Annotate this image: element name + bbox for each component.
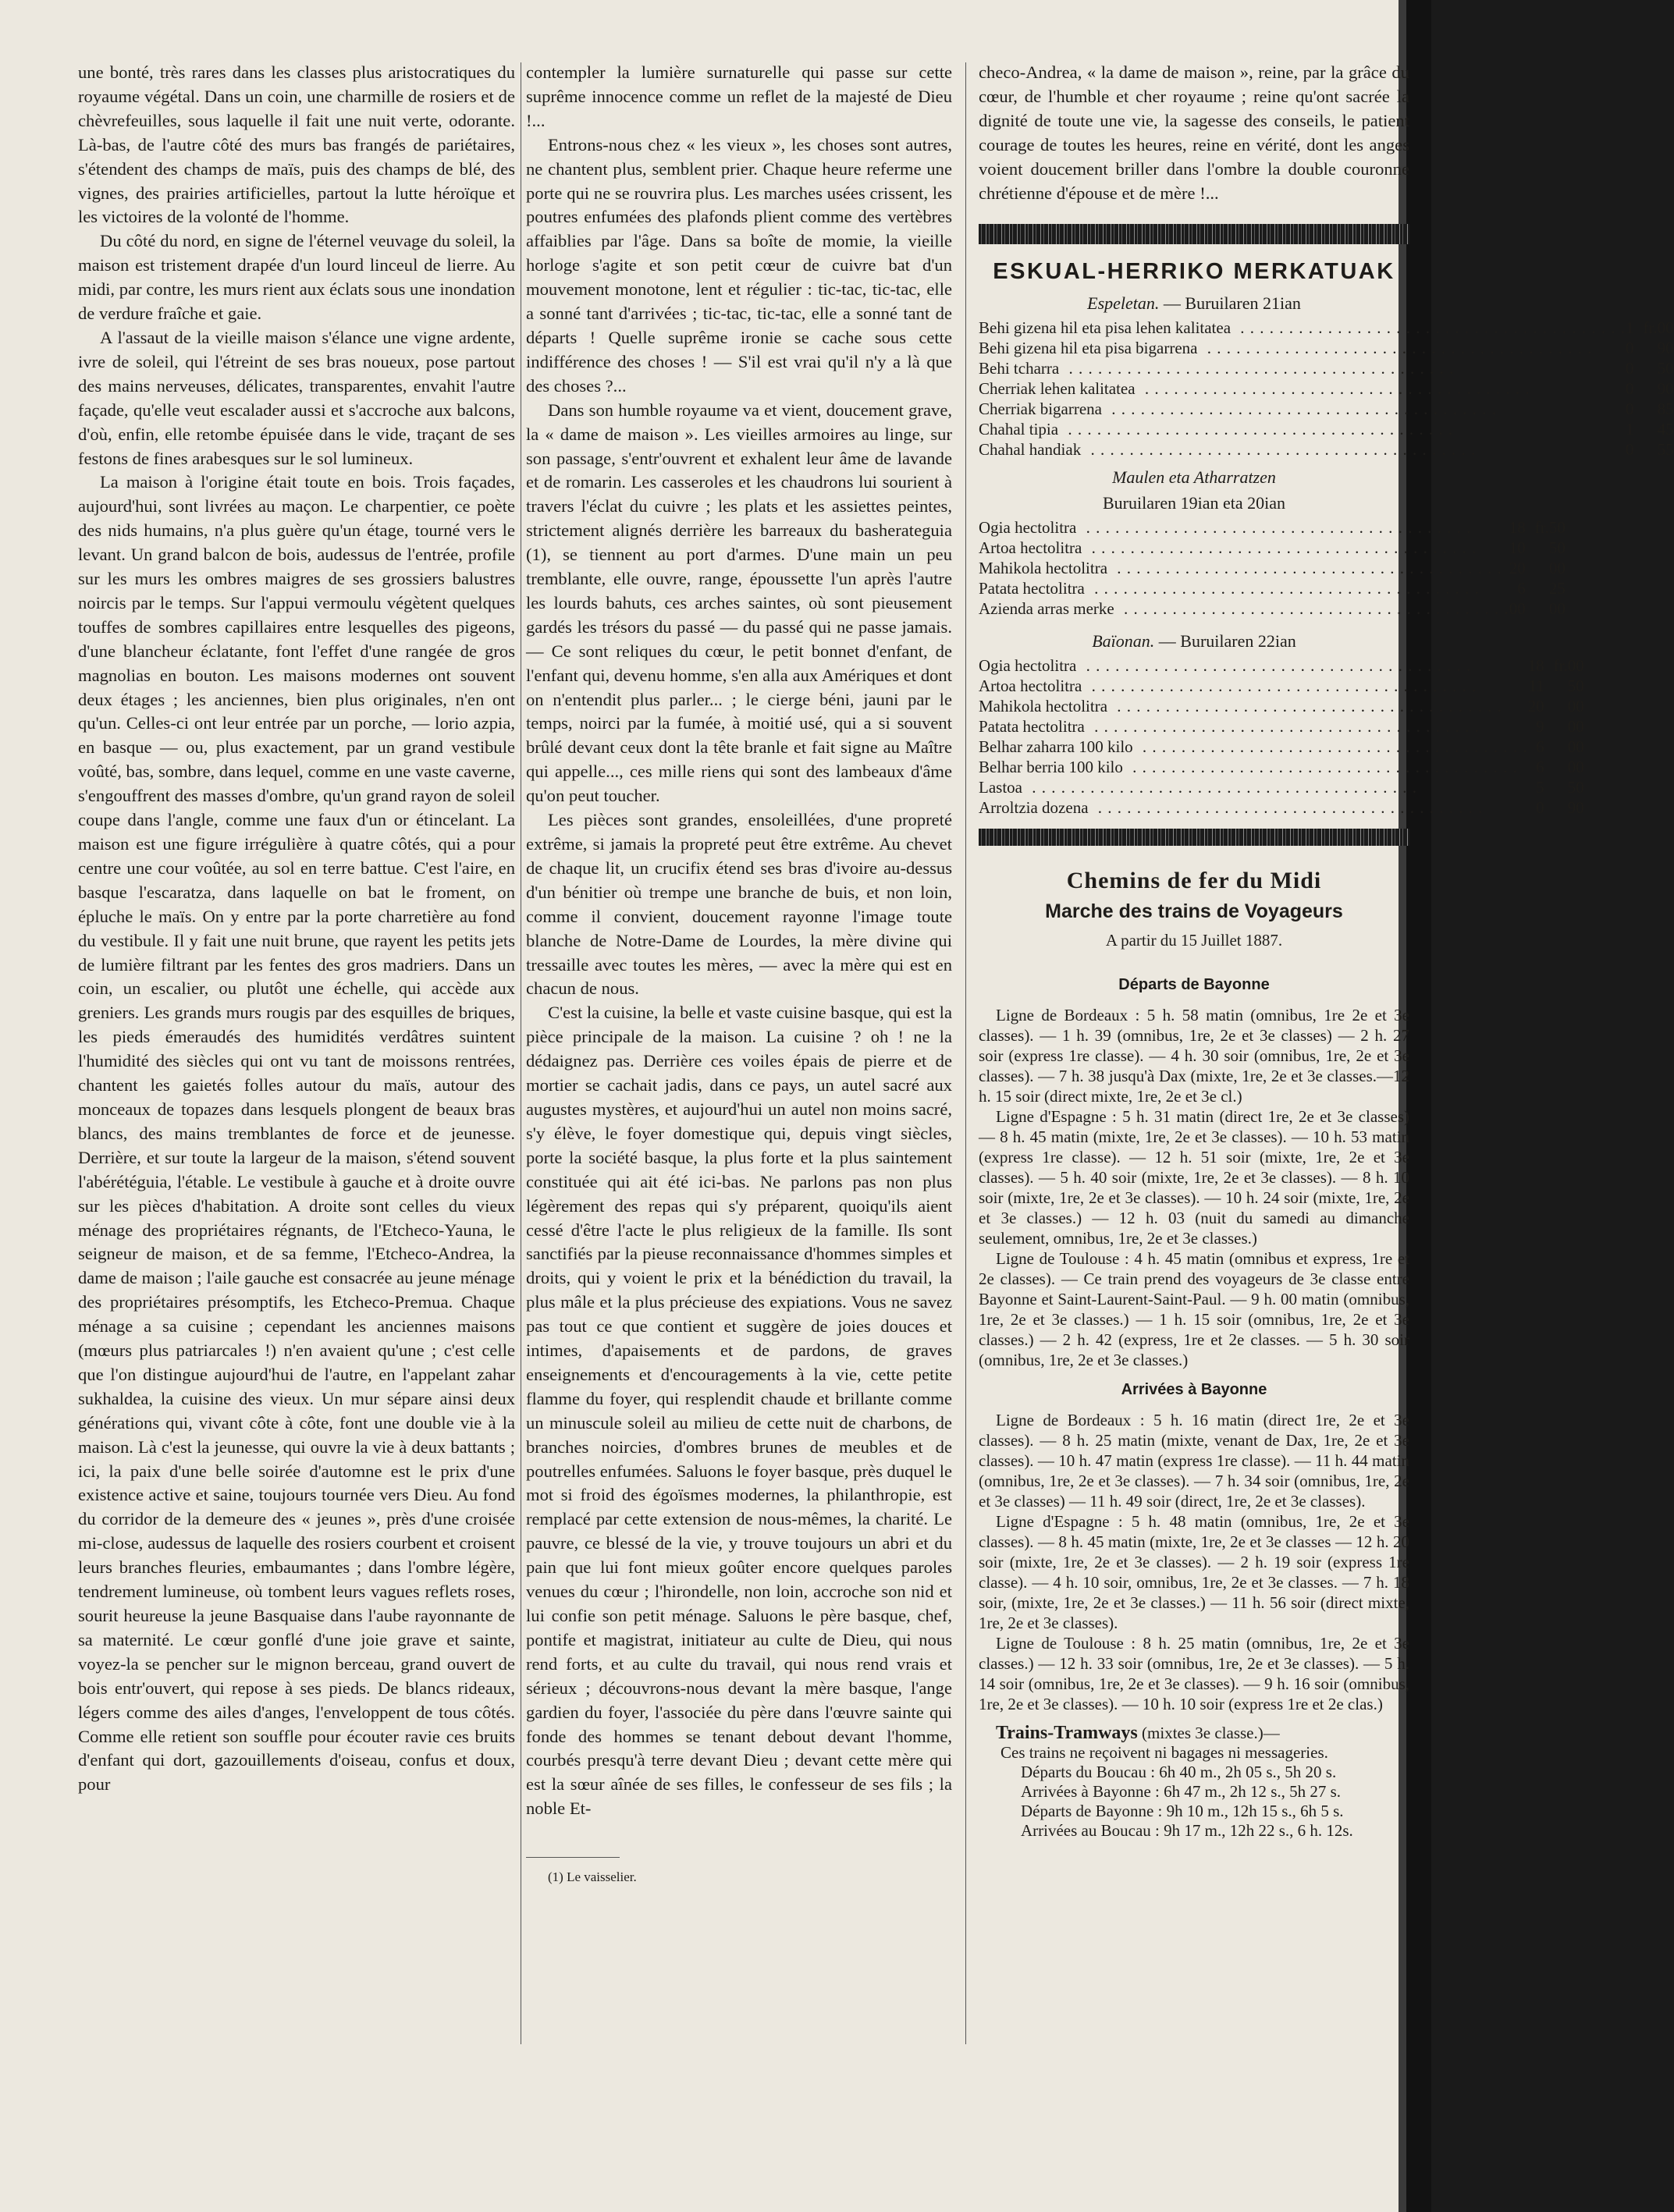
price-whole: 0 xyxy=(1536,797,1544,817)
price-item: Mahikola hectolitra . . . xyxy=(979,558,1509,578)
paragraph: Entrons-nous chez « les vieux », les choses sont autres, ne chantent plus, semblent prier. Chaque heure referme une porte qui ne se rouvrira plus. Les marches usées crissent, les poutres enfumées des plafonds plient comme des vertèbres affaiblies par l'âge. Dans sa boîte de momie, la vieille horloge s'agite et son petit cœur de cuivre bat d'un mouvement monotone, lent et régulier : tic-tac, tic-tac, elle a sonné tant d'arrivées ; tic-tac, tic-tac, elle a sonné tant de départs ! Quelle suprême ironie se cache sous cette indifférence des choses ! — S'il est vrai qu'il n'y a là que des choses ?... xyxy=(526,134,952,396)
market-place-date xyxy=(979,292,1409,316)
price-item: Cherriak lehen kalitatea . . . xyxy=(979,378,1626,399)
price-cents: 50 xyxy=(1548,518,1566,538)
price-whole: 6 xyxy=(1536,757,1544,776)
market-place-date xyxy=(979,630,1409,654)
price-cents: 50 xyxy=(1567,777,1584,797)
market-date-line xyxy=(979,492,1409,516)
price-item: Mahikola hectolitra . . . xyxy=(979,696,1528,716)
train-line: Ligne de Toulouse : 4 h. 45 matin (omnibus et express, 1re et 2e classes). — Ce train prend des voyageurs de 3e classe entre Bayonne et Saint-Laurent-Saint-Paul. — 9 h. 00 matin (omnibus, 1re, 2e et 3e classes.) — 1 h. 15 soir (omnibus, 1re, 2e et 3e classes.) — 2 h. 42 (express, 1re et 2e classes. — 5 h. 30 soir (omnibus, 1re, 2e et 3e classes.) xyxy=(979,1248,1409,1369)
price-item: Behi gizena hil eta pisa bigarrena . . . xyxy=(979,338,1626,358)
price-table-maulen xyxy=(979,517,1566,619)
ornamental-rule xyxy=(979,829,1409,846)
paragraph: Les pièces sont grandes, ensoleillées, d'une propreté extrême, si jamais la propreté peut être extrême. Au chevet de chaque lit, un crucifix étend ses bras d'ivoire au-dessus d'un bénitier où trempe une branche de buis, et non loin, comme il convient, doucement rayonne l'image toute blanche de Notre-Dame de Lourdes, la mère divine qui tressaille avec toutes les mères, — avec la mère qui est en chacun de nous. xyxy=(526,810,952,999)
price-unit xyxy=(1640,378,1658,399)
price-unit xyxy=(1551,737,1568,757)
price-item: Artoa hectolitra . . . xyxy=(979,538,1509,558)
price-row xyxy=(979,598,1566,619)
price-unit: fr. xyxy=(1643,318,1658,338)
price-row xyxy=(979,517,1566,538)
price-unit: fr. xyxy=(1534,518,1549,538)
trams-line: Départs de Bayonne : 9h 10 m., 12h 15 s., 6h 5 s. xyxy=(1021,1801,1344,1820)
price-item: Patata hectolitra . . . xyxy=(979,716,1528,737)
price-unit xyxy=(1551,676,1568,696)
price-whole: 6 xyxy=(1536,737,1544,756)
price-unit xyxy=(1551,757,1568,777)
price-whole: 0 xyxy=(1626,359,1634,378)
price-row xyxy=(979,378,1674,399)
price-item: Belhar zaharra 100 kilo . . . xyxy=(979,737,1528,757)
price-whole: 5 xyxy=(1536,777,1544,797)
price-whole: 20 xyxy=(1527,696,1544,715)
price-unit xyxy=(1640,419,1658,439)
price-row xyxy=(979,419,1674,439)
price-unit xyxy=(1551,716,1568,737)
paragraph: Du côté du nord, en signe de l'éternel veuvage du soleil, la maison est tristement drapée d'un lourd linceul de lierre. Au midi, par contre, les murs rient aux éclats sous une inondation de verdure fraîche et gaie. xyxy=(78,231,515,324)
price-cents: 50 xyxy=(1657,359,1674,378)
price-unit xyxy=(1532,538,1549,558)
price-unit: fr. xyxy=(1553,655,1568,675)
price-row xyxy=(979,338,1674,358)
trains-title: Chemins de fer du Midi xyxy=(1066,867,1322,893)
price-item: Artoa hectolitra . . . xyxy=(979,676,1528,696)
price-cents: 90 xyxy=(1657,379,1674,399)
price-cents: 00 xyxy=(1567,655,1584,675)
ornamental-rule xyxy=(979,224,1409,244)
train-line: Ligne d'Espagne : 5 h. 31 matin (direct 1re, 2e et 3e classes) — 8 h. 45 matin (mixte, 1re, 2e et 3e classes). — 10 h. 53 matin (express 1re classe). — 12 h. 51 soir (mixte, 1re, 2e et 3e classes). — 5 h. 40 soir (mixte, 1re, 2e et 3e classes). — 8 h. 10 soir (mixte, 1re, 2e et 3e classes). — 10 h. 24 soir (mixte, 1re, 2e et 3e classes.) — 12 h. 03 (nuit du samedi au dimanche seulement, omnibus, 1re, 2e et 3e classes.) xyxy=(979,1106,1409,1248)
price-cents: 55 xyxy=(1657,440,1674,460)
price-cents: 25 xyxy=(1548,579,1566,598)
trams-title: Trains-Tramways xyxy=(996,1722,1138,1743)
price-unit xyxy=(1532,578,1549,598)
price-whole: 18 xyxy=(1527,655,1544,675)
market-date: — Buruilaren 22ian xyxy=(1158,631,1296,652)
price-item: Arroltzia dozena . . . xyxy=(979,797,1528,818)
train-line: Ligne d'Espagne : 5 h. 48 matin (omnibus, 1re, 2e et 3e classes). — 8 h. 45 matin (mixte, 1re, 2e et 3e classes — 12 h. 20 soir (mixte, 1re, 2e et 3e classes). — 2 h. 19 soir (express 1re classe). — 4 h. 10 soir, omnibus, 1re, 2e et 3e classes. — 7 h. 18 soir, (mixte, 1re, 2e et 3e classes.) — 11 h. 56 soir (direct mixte, 1re, 2e et 3e classes). xyxy=(979,1511,1409,1632)
price-whole: 1 xyxy=(1626,318,1634,338)
price-item: Azienda arras merke . . . xyxy=(979,598,1509,619)
price-whole: 0 xyxy=(1626,440,1634,460)
column-1 xyxy=(78,61,515,1797)
price-item: Chahal tipia . . . xyxy=(979,419,1626,439)
trams-line: Départs du Boucau : 6h 40 m., 2h 05 s., 5h 20 s. xyxy=(1021,1762,1337,1781)
price-unit xyxy=(1640,439,1658,460)
price-cents: 00 xyxy=(1548,559,1566,578)
column-rule xyxy=(965,62,966,2044)
price-row xyxy=(979,676,1584,696)
price-row xyxy=(979,399,1674,419)
price-cents: 90 xyxy=(1657,339,1674,358)
train-line: Ligne de Bordeaux : 5 h. 16 matin (direct 1re, 2e et 3e classes). — 8 h. 25 matin (mixte, venant de Dax, 1re, 2e et 3e classes). — 10 h. 47 matin (express 1re classe). — 11 h. 44 matin (omnibus, 1re, 2e et 3e classes). — 7 h. 34 soir (omnibus, 1re, 2e et 3e classes) — 11 h. 49 soir (direct, 1re, 2e et 3e classes). xyxy=(979,1410,1409,1511)
paragraph: La maison à l'origine était toute en bois. Trois façades, aujourd'hui, sont livrées au maçon. Le charpentier, ce poète des nids humains, n'a plus guère qu'un étage, tourné vers le levant. Un grand balcon de bois, audessus de l'entrée, profile sur les murs les ombres maigres de ses grossiers balustres noircis par le temps. Sur l'appui vermoulu végètent quelques touffes de sombres capillaires entre lesquelles des pigeons, d'une blancheur éclatante, font l'effet d'une rangée de gros magnolias en bouton. Les maisons modernes ont souvent deux étages ; les anciennes, bien plus originales, n'en ont qu'un. Celles-ci ont leur entrée par un porche, — lorio azpia, en basque — ou, plus exactement, par un grand vestibule voûté, bas, sombre, dans lequel, comme en une vaste caverne, s'engouffrent des masses d'ombre, qu'un grand rayon de soleil coupe dans l'angle, comme une faux d'un or étincelant. La maison est une figure irrégulière à quatre côtés, qui a pour centre une cour voûtée, au sol en terre battue. C'est l'aire, en basque l'escaratza, dans laquelle on bat le froment, on épluche le maïs. On y entre par la porte charretière au fond du vestibule. Il y fait une nuit brune, que rayent les petits jets de lumière filtrant par les fentes des gros madriers. Dans un coin, un escalier, ou plutôt une échelle, qui accède aux greniers. Les grands murs rougis par des esquilles de briques, les pieds émeraudés des humidités verdâtres suintent l'humidité des siècles qui ont vu tant de moissons rentrées, chantent les gaietés folles autour du maïs, autour des monceaux de topazes dans lesquels plongent de beaux bras blancs, des mains tremblantes de force et de jeunesse. Derrière, et sur toute la largeur de la maison, s'étend souvent l'abérétéguia, l'étable. Le vestibule à gauche et à droite ouvre sur les pièces d'habitation. A droite sont celles du vieux ménage des propriétaires régnants, de l'Etcheco-Yauna, le seigneur de maison, et de sa femme, l'Etcheco-Andrea, la dame de maison ; l'aile gauche est consacrée au jeune ménage des propriétaires présomptifs, les Etcheco-Premua. Chaque ménage a sa cuisine ; cependant les anciennes maisons (mœurs plus patriarcales !) n'en avaient qu'une ; c'est celle que l'on distingue aujourd'hui de l'autre, en l'appelant zahar sukhaldea, la cuisine des vieux. Un mur sépare ainsi deux générations qui, vivant côte à côte, font une double vie à la maison. Là c'est la jeunesse, qui ouvre la vie à deux battants ; ici, la paix d'une belle soirée d'automne est le prix d'une existence active et saine, toujours tournée vers Dieu. Au fond du corridor de la demeure des « jeunes », près d'une croisée mi-close, audessus de laquelle des rosiers courbent et croisent leurs branches fleuries, embaumantes ; dans l'ombre légère, tendrement lumineuse, où tombent leurs vagues reflets roses, sourit heureuse la jeune Basquaise dans l'aube rayonnante de sa maternité. Le cœur gonflé d'une joie grave et sainte, voyez-la se pencher sur le mignon berceau, grand ouvert de bois entr'ouvert, qui repose à ses pieds. De blancs rideaux, légers comme des ailes d'anges, l'enveloppent de tous côtés. Comme elle retient son souffle pour écouter ravie ces bruits d'enfant qui dort, gazouillements d'oiseau, confus et doux, pour xyxy=(78,472,515,1795)
market-date: — Buruilaren 21ian xyxy=(1163,293,1301,314)
paragraph: C'est la cuisine, la belle et vaste cuisine basque, qui est la pièce principale de la maison. La cuisine ? oh ! ne la dédaignez pas. Derrière ces voiles épais de pierre et de mortier se cachait jadis, dans ce pays, un autel sacré aux augustes mystères, et aujourd'hui un autel non moins sacré, s'y élève, le foyer domestique qui, depuis vingt siècles, porte la société basque, la plus forte et la plus saintement constituée qui ait été ici-bas. Ne parlons pas non plus légèrement des repas qui s'y préparent, quoiqu'ils aient cessé d'être l'acte le plus religieux de la famille. Ils sont sanctifiés par la pieuse reconnaissance d'hommes simples et droits, qui y voient le prix et la bénédiction du travail, la plus mâle et la plus précieuse des expiations. Vous ne savez pas tout ce que contient et suggère de joies douces et intimes, d'apaisements et de pardons, de graves enseignements et d'encouragements à la vie, cette petite flamme du foyer, qui resplendit chaude et brillante comme un minuscule soleil au milieu de cette nuit de charbons, de branches noircies, d'ombres brunes de meubles et de poutrelles enfumées. Saluons le foyer basque, près duquel le mot si froid des égoïsmes modernes, la philanthropie, est remplacé par cette extension de nous-mêmes, la charité. Le pauvre, ce blessé de la vie, y trouve toujours un abri et du pain que lui font mieux goûter encore quelques paroles venues du cœur ; l'hirondelle, non loin, accroche son nid et lui confie son petit ménage. Saluons le père basque, chef, pontife et magistrat, initiateur au culte de Dieu, qui nous rend forts, et au culte du travail, qui nous rend vrais et sérieux ; découvrons-nous devant la mère basque, l'ange gardien du foyer, l'associée du père dans l'œuvre sainte qui fonde des hommes se tenant debout devant l'homme, courbés presqu'à terre devant Dieu ; devant cette mère qui est la sœur aînée de ses filles, le confesseur de ses fils ; la noble Et- xyxy=(526,1003,952,1819)
price-whole: 00 xyxy=(1509,599,1526,619)
market-date: Buruilaren 19ian eta 20ian xyxy=(1103,493,1285,513)
trams-line: Arrivées au Boucau : 9h 17 m., 12h 22 s., 6 h. 12s. xyxy=(1021,1820,1353,1840)
price-unit xyxy=(1532,598,1549,619)
trams-title-note: (mixtes 3e classe.)— xyxy=(1142,1723,1280,1742)
price-row xyxy=(979,439,1674,460)
price-whole: 11 xyxy=(1528,676,1544,695)
market-title: ESKUAL-HERRIKO MERKATUAK xyxy=(993,259,1395,285)
market-place-date xyxy=(979,466,1409,490)
price-unit xyxy=(1551,696,1568,716)
paragraph: Dans son humble royaume va et vient, doucement grave, la « dame de maison ». Les vieilles armoires au linge, sur son passage, s'entr'ouvrent et exhalent leur âme de lavande et de romarin. Les casseroles et les chaudrons lui sourient à travers l'éclat du cuivre ; les plats et les assiettes peintes, strictement alignés derrière les barreaux du basherateguia (1), se tiennent au port d'armes. D'une main un peu tremblante, elle ouvre, range, époussette l'un après l'autre les lourds bahuts, ces arches saintes, où sont pieusement gardés les trésors du passé — du passé qui ne passe jamais. — Ce sont reliques du cœur, le petit bonnet d'enfant, de l'enfant qui, devenu homme, s'en alla aux Amériques et dont on n'entendit plus parler... ; le cierge béni, jauni par le temps, noirci par la fumée, à moitié usé, qui a si souvent brûlé devant ceux dont la tête branle et fait signe au Maître qui appelle..., ces mille riens qui sont des lambeaux d'âme qu'on peut toucher. xyxy=(526,399,952,806)
trams-block xyxy=(979,1724,1409,1841)
price-whole: 6 xyxy=(1517,579,1526,598)
price-unit xyxy=(1640,338,1658,358)
price-unit xyxy=(1551,797,1568,818)
paragraph: A l'assaut de la vieille maison s'élance une vigne ardente, ivre de soleil, qui l'étreint de ses bras noueux, pose partout des mains nerveuses, délicates, transparentes, envahit l'autre façade, qu'elle veut escalader aussi et s'accroche aux balcons, d'où, enfin, elle retombe épuisée dans le vide, traçant de ses festons de fines arabesques sur le sol lumineux. xyxy=(78,327,515,468)
price-whole: 0 xyxy=(1626,339,1634,358)
price-item: Cherriak bigarrena . . . xyxy=(979,399,1626,419)
departs-list xyxy=(979,1005,1409,1370)
price-whole: 10 xyxy=(1509,538,1526,558)
price-unit xyxy=(1551,777,1568,797)
price-whole: 20 xyxy=(1509,559,1526,578)
trains-date: A partir du 15 Juillet 1887. xyxy=(1105,930,1283,950)
market-place: Baïonan. xyxy=(1092,631,1155,652)
market-place: Maulen eta Atharratzen xyxy=(1112,467,1276,488)
departs-title: Départs de Bayonne xyxy=(1118,975,1270,993)
price-row xyxy=(979,696,1584,716)
market-place: Espeletan. xyxy=(1087,293,1160,314)
price-cents: 00 xyxy=(1657,318,1674,338)
train-line: Ligne de Bordeaux : 5 h. 58 matin (omnibus, 1re 2e et 3e classes). — 1 h. 39 (omnibus, 1re, 2e et 3e classes) — 2 h. 27 soir (express 1re classe). — 4 h. 30 soir (omnibus, 1re, 2e et 3e classes). — 7 h. 38 jusqu'à Dax (mixte, 1re, 2e et 3e classes.—12 h. 15 soir (direct mixte, 1re, 2e et 3e cl.) xyxy=(979,1005,1409,1106)
price-whole: 0 xyxy=(1626,379,1634,399)
price-row xyxy=(979,358,1674,378)
footnote: (1) Le vaisselier. xyxy=(548,1869,637,1885)
price-table-baionan xyxy=(979,655,1584,818)
price-unit xyxy=(1640,358,1658,378)
price-item: Chahal handiak . . . xyxy=(979,439,1626,460)
paragraph: checo-Andrea, « la dame de maison », reine, par la grâce du cœur, de l'humble et cher royaume ; reine qu'ont sacrée la dignité de toute une vie, la sagesse des conseils, le patient courage de toutes les heures, reine en vérité, dont les anges voient doucement briller dans l'ombre la double couronne chrétienne d'épouse et de mère !... xyxy=(979,62,1409,203)
price-cents: 50 xyxy=(1548,538,1566,558)
arrivees-list xyxy=(979,1410,1409,1714)
footnote-rule xyxy=(526,1857,620,1858)
price-row xyxy=(979,777,1584,797)
price-item: Ogia hectolitra . . . xyxy=(979,517,1509,538)
price-cents: 90 xyxy=(1567,797,1584,817)
price-item: Belhar berria 100 kilo . . . xyxy=(979,757,1528,777)
price-cents: 45 xyxy=(1657,420,1674,439)
trains-subtitle: Marche des trains de Voyageurs xyxy=(1045,900,1343,922)
price-row xyxy=(979,578,1566,598)
price-whole: 0 xyxy=(1626,399,1634,419)
price-unit xyxy=(1640,399,1658,419)
price-cents: 00 xyxy=(1567,737,1584,756)
price-row xyxy=(979,558,1566,578)
price-unit xyxy=(1532,558,1549,578)
price-cents: 85 xyxy=(1657,399,1674,419)
price-cents: 00 xyxy=(1548,599,1566,619)
price-whole: 9 xyxy=(1536,716,1544,736)
price-cents: 50 xyxy=(1567,676,1584,695)
price-row xyxy=(979,716,1584,737)
price-cents: 00 xyxy=(1567,757,1584,776)
paragraph: une bonté, très rares dans les classes plus aristocratiques du royaume végétal. Dans un coin, une charmille de rosiers et de chèvrefeuilles, sous laquelle il fait une nuit verte, odorante. Là-bas, de l'autre côté des murs bas frangés de pariétaires, s'étendent des champs de maïs, puis des champs de blé, des vignes, des prairies artificielles, partout la lutte héroïque et les victoires de la volonté de l'homme. xyxy=(78,62,515,227)
arrivees-title: Arrivées à Bayonne xyxy=(1121,1380,1267,1398)
price-row xyxy=(979,318,1674,338)
price-row xyxy=(979,655,1584,676)
price-row xyxy=(979,538,1566,558)
price-item: Patata hectolitra . . . xyxy=(979,578,1509,598)
price-whole: 18 xyxy=(1509,518,1526,538)
trams-note: Ces trains ne reçoivent ni bagages ni messageries. xyxy=(1000,1742,1328,1762)
price-table-espeletan xyxy=(979,318,1674,460)
column-2 xyxy=(526,61,952,1886)
price-cents: 00 xyxy=(1567,716,1584,736)
price-cents: 00 xyxy=(1567,696,1584,715)
price-whole: 1 xyxy=(1626,420,1634,439)
price-item: Behi tcharra . . . xyxy=(979,358,1626,378)
column-3 xyxy=(979,61,1674,1841)
train-line: Ligne de Toulouse : 8 h. 25 matin (omnibus, 1re, 2e et 3e classes.) — 12 h. 33 soir (omnibus, 1re, 2e et 3e classes). — 5 h. 14 soir (omnibus, 1re, 2e et 3e classes). — 9 h. 16 soir (omnibus, 1re, 2e et 3e classes). — 10 h. 10 soir (express 1re et 2e clas.) xyxy=(979,1633,1409,1713)
price-item: Behi gizena hil eta pisa lehen kalitatea . . . xyxy=(979,318,1626,338)
price-row xyxy=(979,757,1584,777)
price-row xyxy=(979,797,1584,818)
price-item: Ogia hectolitra . . . xyxy=(979,655,1528,676)
paragraph: contempler la lumière surnaturelle qui passe sur cette suprême innocence comme un reflet de la majesté de Dieu !... xyxy=(526,62,952,130)
trams-line: Arrivées à Bayonne : 6h 47 m., 2h 12 s., 5h 27 s. xyxy=(1021,1781,1342,1801)
price-item: Lastoa . . . xyxy=(979,777,1528,797)
price-row xyxy=(979,737,1584,757)
